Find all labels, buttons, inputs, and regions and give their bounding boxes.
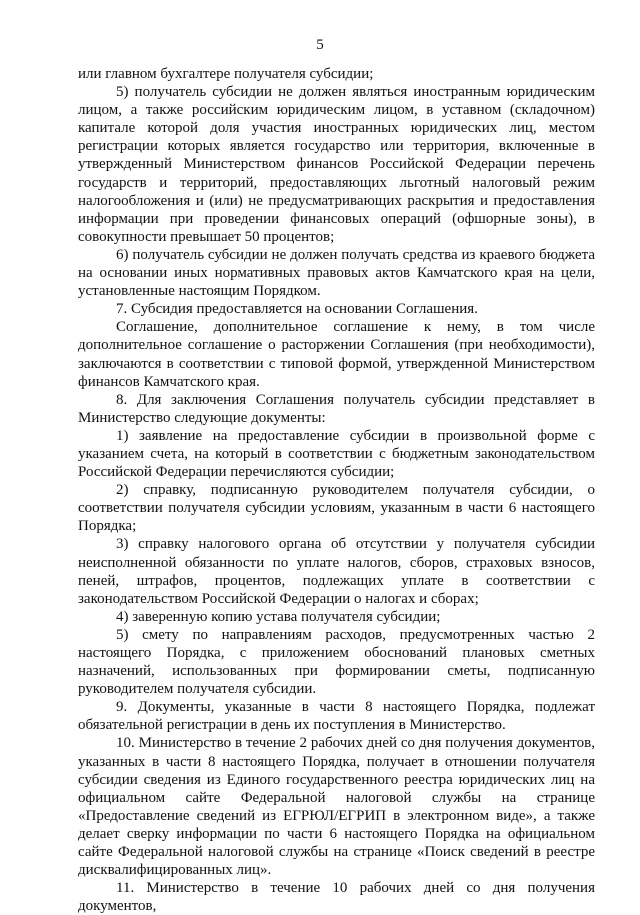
paragraph-section-7: 7. Субсидия предоставляется на основании Соглашения. [116, 301, 478, 318]
paragraph-document-5: 5) смету по направлениям расходов, предусмотренных частью 2 настоящего Порядка, с приложением обоснований плановых сметных назначений, использованных при формировании сметы, подписанную руководителем получателя субсидии. [78, 626, 595, 698]
page-number: 5 [316, 37, 324, 53]
paragraph-continuation: или главном бухгалтере получателя субсидии; [78, 66, 374, 82]
paragraph-document-4: 4) заверенную копию устава получателя субсидии; [116, 608, 441, 625]
paragraph-document-3: 3) справку налогового органа об отсутствии у получателя субсидии неисполненной обязанности по уплате налогов, сборов, страховых взносов, пеней, штрафов, процентов, подлежащих уплате в соответствии с законодательством Российской Федерации о налогах и сборах; [78, 536, 595, 607]
paragraph-condition-5: 5) получатель субсидии не должен являться иностранным юридическим лицом, а также российским юридическим лицом, в уставном (складочном) капитале которой доля участия иностранных юридических лиц, местом регистрации которых является государство или территория, включенные в утвержденный Министерством финансов Российской Федерации перечень государств и территорий, предоставляющих льготный налоговый режим налогообложения и (или) не предусматривающих раскрытия и предоставления информации при проведении финансовых операций (офшорные зоны), в совокупности превышает 50 процентов; [78, 84, 595, 245]
paragraph-condition-6: 6) получатель субсидии не должен получать средства из краевого бюджета на основании иных нормативных правовых актов Камчатского края на цели, установленные настоящим Порядком. [78, 246, 595, 300]
document-body [78, 65, 595, 915]
paragraph-section-8: 8. Для заключения Соглашения получатель субсидии представляет в Министерство следующие документы: [78, 391, 595, 426]
paragraph-document-1: 1) заявление на предоставление субсидии в произвольной форме с указанием счета, на который в соответствии с бюджетным законодательством Российской Федерации перечисляются субсидии; [78, 427, 595, 481]
paragraph-agreement: Соглашение, дополнительное соглашение к нему, в том числе дополнительное соглашение о расторжении Соглашения (при необходимости), заключаются в соответствии с типовой формой, утвержденной Министерством финансов Камчатского края. [78, 319, 595, 390]
paragraph-section-10: 10. Министерство в течение 2 рабочих дней со дня получения документов, указанных в части 8 настоящего Порядка, получает в отношении получателя субсидии сведения из Единого государственного реестра юридических лиц на официальном сайте Федеральной налоговой службы на странице «Предоставление сведений из ЕГРЮЛ/ЕГРИП в электронном виде», а также делает сверку информации по части 6 настоящего Порядка на официальном сайте Федеральной налоговой службы на странице «Поиск сведений в реестре дисквалифицированных лиц». [78, 735, 595, 879]
paragraph-section-11: 11. Министерство в течение 10 рабочих дней со дня получения документов, [78, 880, 595, 915]
paragraph-document-2: 2) справку, подписанную руководителем получателя субсидии, о соответствии получателя субсидии условиям, указанным в части 6 настоящего Порядка; [78, 482, 595, 535]
paragraph-section-9: 9. Документы, указанные в части 8 настоящего Порядка, подлежат обязательной регистрации в день их поступления в Министерство. [78, 699, 595, 734]
